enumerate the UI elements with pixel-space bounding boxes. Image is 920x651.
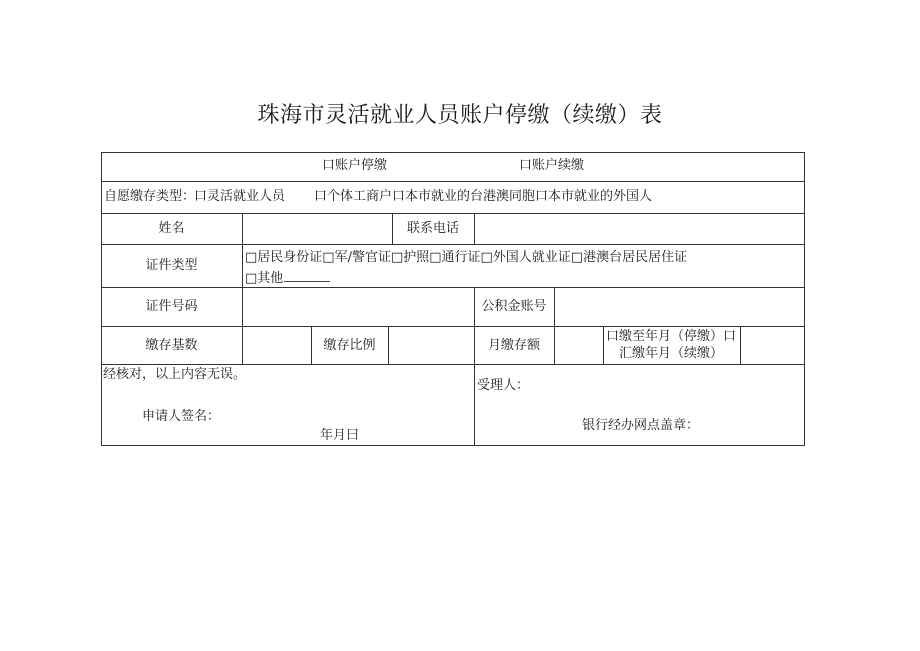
deposit-base-label: 缴存基数 (145, 338, 198, 353)
table-border-bottom (101, 445, 804, 446)
monthly-deposit-label: 月缴存额 (487, 338, 540, 353)
deposit-ratio-label: 缴存比例 (323, 338, 376, 353)
checkbox-account-stop[interactable]: 口账户停缴 (322, 158, 388, 173)
id-type-other-option[interactable] (245, 269, 330, 287)
id-type-label: 证件类型 (145, 258, 198, 273)
period-stop-option[interactable]: 口缴至年月（停缴）口 (606, 329, 737, 344)
bank-stamp-label: 银行经办网点盖章： (582, 418, 700, 433)
id-type-other-blank[interactable] (284, 269, 330, 282)
table-row-divider (101, 244, 804, 245)
table-row-divider (101, 181, 804, 182)
table-row-divider (101, 287, 804, 288)
column-divider (603, 326, 604, 364)
column-divider (474, 364, 475, 445)
column-divider (554, 287, 555, 326)
table-row-divider (101, 364, 804, 365)
verification-statement: 经核对，以上内容无误。 (103, 367, 247, 382)
column-divider (388, 326, 389, 364)
table-border-top (101, 152, 804, 153)
id-number-label: 证件号码 (145, 299, 198, 314)
column-divider (554, 326, 555, 364)
table-row-divider (101, 326, 804, 327)
column-divider (740, 326, 741, 364)
id-type-other-label: □其他 (245, 271, 284, 286)
column-divider (474, 213, 475, 244)
checkbox-flexible-employee[interactable]: 口灵活就业人员 (194, 189, 286, 204)
deposit-type-label: 自愿缴存类型： (104, 189, 196, 204)
table-row-divider (101, 213, 804, 214)
receiver-label: 受理人： (477, 378, 530, 393)
checkbox-other-deposit-types[interactable]: 口个体工商户口本市就业的台港澳同胞口本市就业的外国人 (314, 189, 653, 204)
phone-label: 联系电话 (406, 221, 459, 236)
id-type-options[interactable]: □居民身份证□军/警官证□护照□通行证□外国人就业证□港澳台居民居住证 (245, 250, 688, 265)
table-border-right (804, 152, 805, 446)
column-divider (242, 213, 243, 364)
checkbox-account-continue[interactable]: 口账户续缴 (519, 158, 585, 173)
name-label: 姓名 (158, 221, 185, 236)
date-label: 年月曰 (320, 428, 360, 443)
period-continue-option[interactable]: 汇缴年月（续缴） (619, 346, 724, 361)
form-title: 珠海市灵活就业人员账户停缴（续缴）表 (257, 103, 663, 128)
fund-account-label: 公积金账号 (481, 299, 547, 314)
applicant-signature-label: 申请人签名： (142, 409, 221, 424)
